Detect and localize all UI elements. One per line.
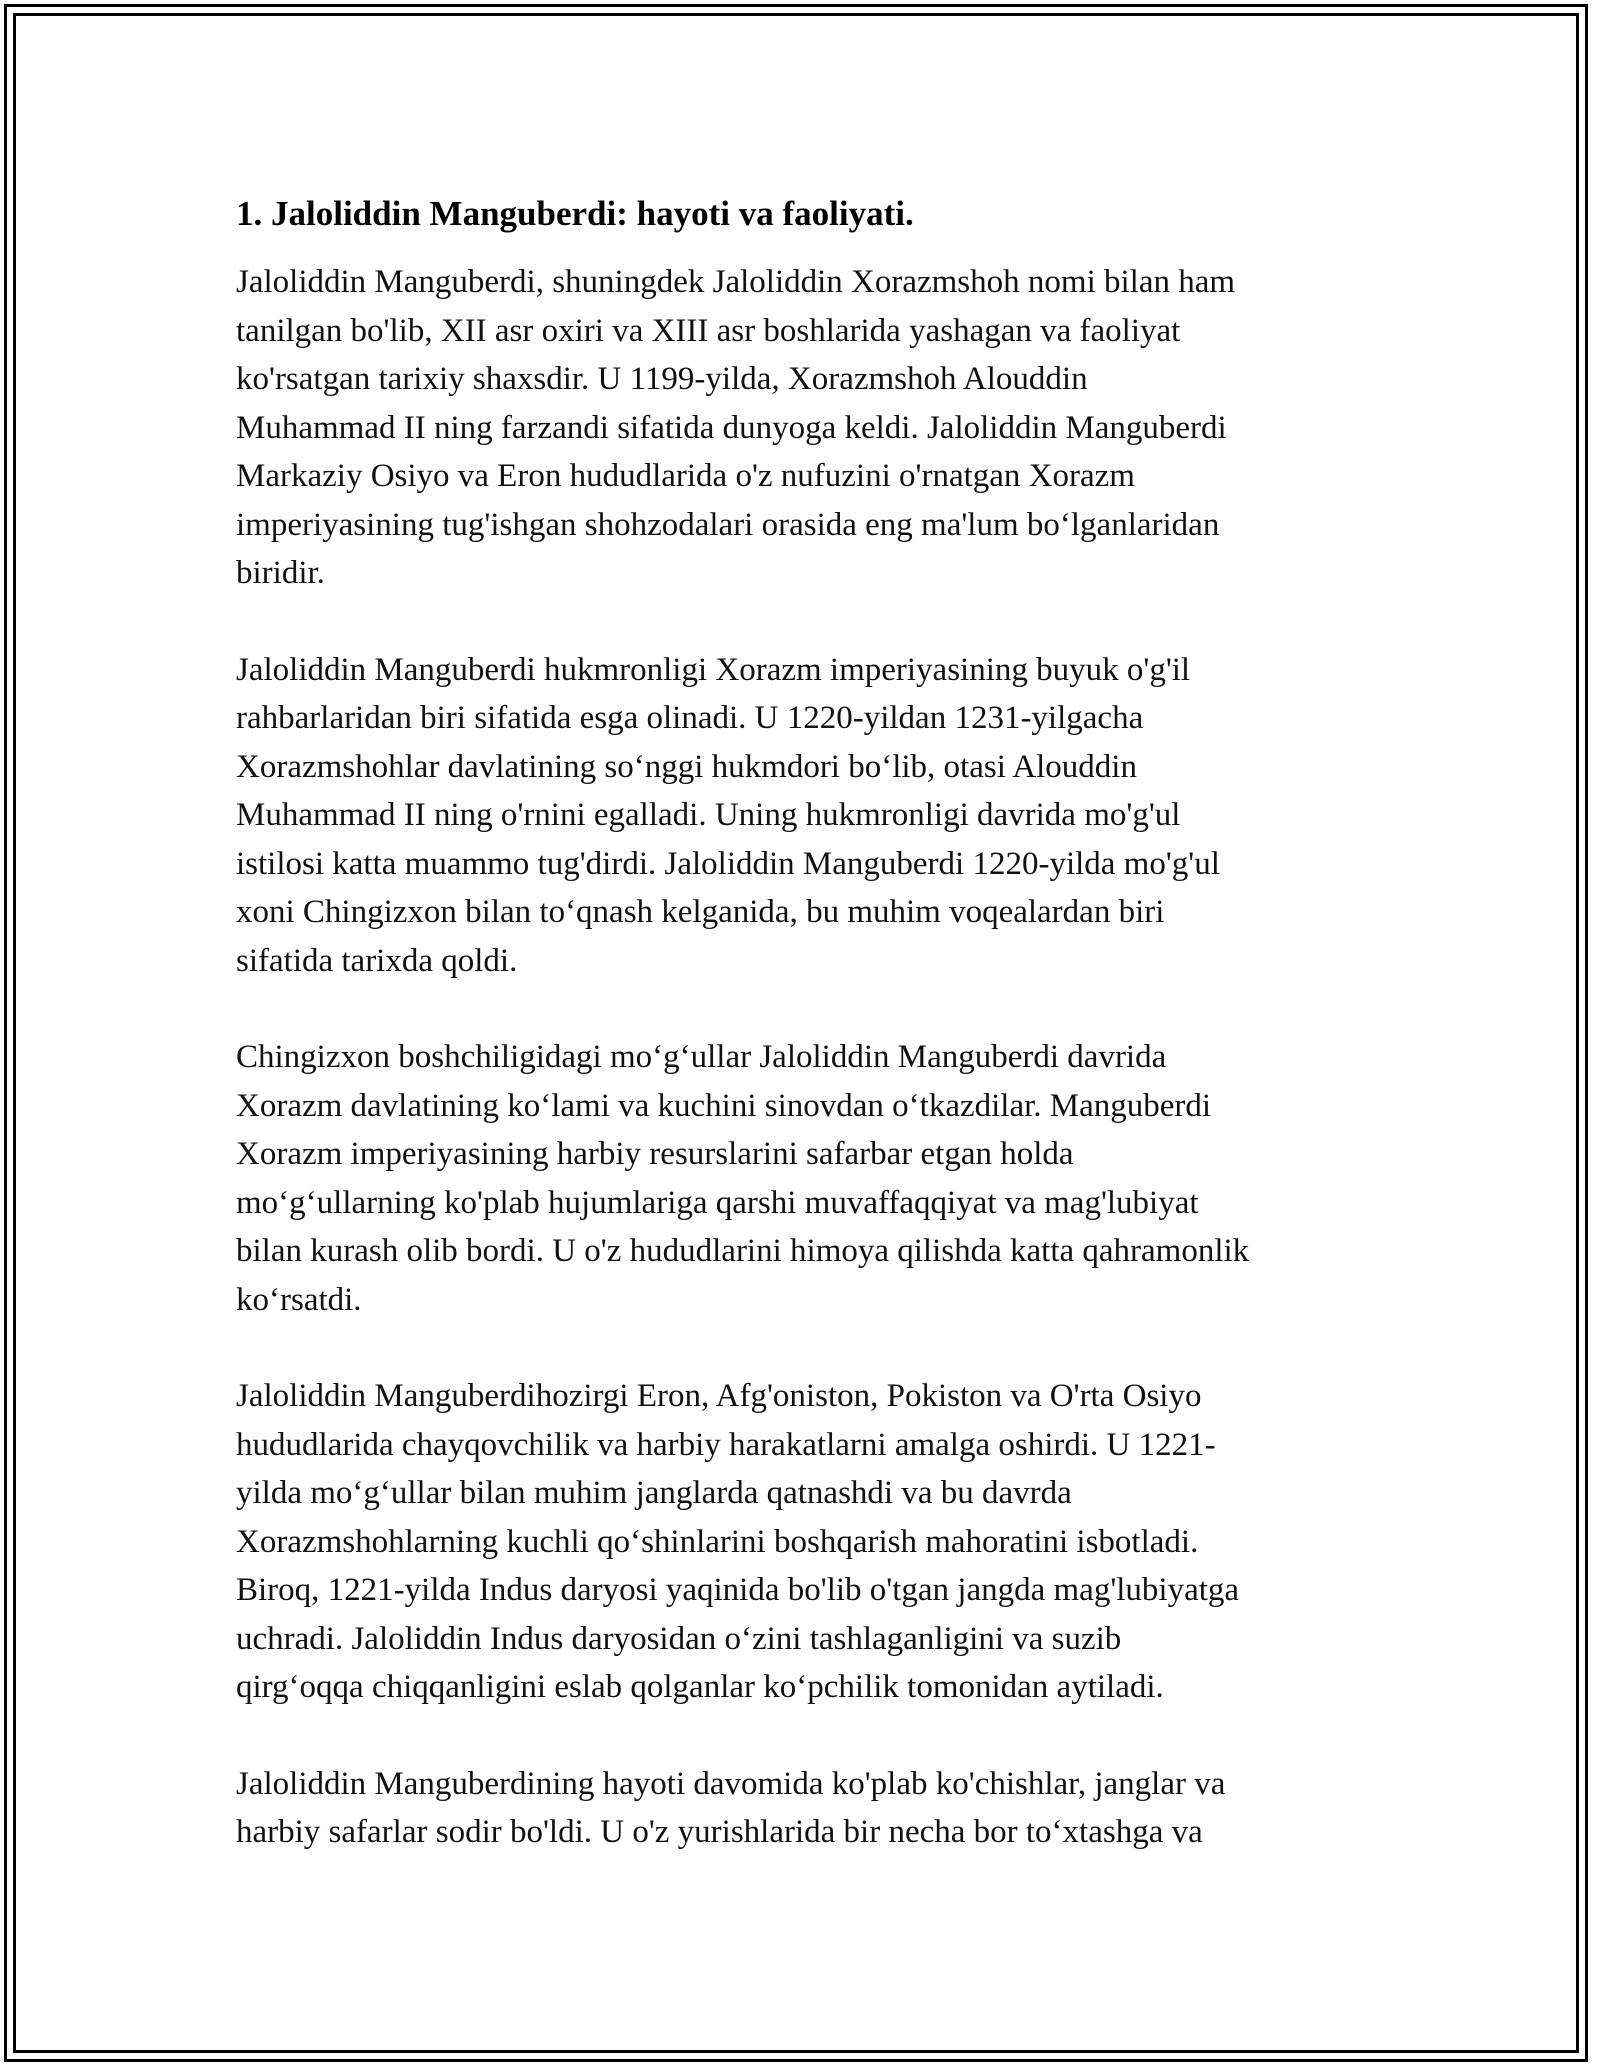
paragraph-1: Jaloliddin Manguberdi, shuningdek Jaloliddin Xorazmshoh nomi bilan ham tanilgan bo'lib, XII asr oxiri va XIII asr boshlarida yashagan va faoliyat ko'rsatgan tarixiy shaxsdir. U 1199-yilda, Xorazmshoh Alouddin Muhammad II ning farzandi sifatida dunyoga keldi. Jaloliddin Manguberdi Markaziy Osiyo va Eron hududlarida o'z nufuzini o'rnatgan Xorazm imperiyasining tug'ishgan shohzodalari orasida eng ma'lum boʻlganlaridan biridir. bbox=[236, 264, 1236, 591]
paragraph-3: Chingizxon boshchiligidagi moʻgʻullar Jaloliddin Manguberdi davrida Xorazm davlatining koʻlami va kuchini sinovdan oʻtkazdilar. Manguberdi Xorazm imperiyasining harbiy resurslarini safarbar etgan holda moʻgʻullarning ko'plab hujumlariga qarshi muvaffaqqiyat va mag'lubiyat bilan kurash olib bordi. U o'z hududlarini himoya qilishda katta qahramonlik koʻrsatdi. bbox=[236, 1039, 1250, 1318]
document-body bbox=[236, 190, 1366, 1905]
paragraph-4: Jaloliddin Manguberdihozirgi Eron, Afg'oniston, Pokiston va O'rta Osiyo hududlarida chayqovchilik va harbiy harakatlarni amalga oshirdi. U 1221- yilda moʻgʻullar bilan muhim janglarda qatnashdi va bu davrda Xorazmshohlarning kuchli qoʻshinlarini boshqarish mahoratini isbotladi. Biroq, 1221-yilda Indus daryosi yaqinida bo'lib o'tgan jangda mag'lubiyatga uchradi. Jaloliddin Indus daryosidan oʻzini tashlaganligini va suzib qirgʻoqqa chiqqanligini eslab qolganlar koʻpchilik tomonidan aytiladi. bbox=[236, 1378, 1240, 1705]
section-heading: 1. Jaloliddin Manguberdi: hayoti va faoliyati. bbox=[236, 194, 914, 233]
paragraph-5: Jaloliddin Manguberdining hayoti davomida ko'plab ko'chishlar, janglar va harbiy safarlar sodir bo'ldi. U o'z yurishlarida bir necha bor toʻxtashga va bbox=[236, 1765, 1226, 1850]
paragraph-2: Jaloliddin Manguberdi hukmronligi Xorazm imperiyasining buyuk o'g'il rahbarlaridan biri sifatida esga olinadi. U 1220-yildan 1231-yilgacha Xorazmshohlar davlatining soʻnggi hukmdori boʻlib, otasi Alouddin Muhammad II ning o'rnini egalladi. Uning hukmronligi davrida mo'g'ul istilosi katta muammo tug'dirdi. Jaloliddin Manguberdi 1220-yilda mo'g'ul xoni Chingizxon bilan toʻqnash kelganida, bu muhim voqealardan biri sifatida tarixda qoldi. bbox=[236, 651, 1220, 979]
